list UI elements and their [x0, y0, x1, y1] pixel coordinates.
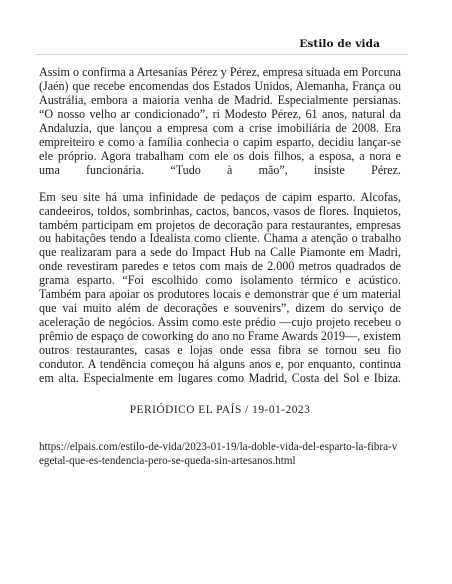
article-body [39, 66, 401, 468]
article-paragraph-1: Assim o confirma a Artesanías Pérez y Pérez, empresa situada em Porcuna (Jaén) que recebe encomendas dos Estados Unidos, Alemanha, França ou Austrália, embora a maioria venha de Madrid. Especialmente persianas. “O nosso velho ar condicionado”, ri Modesto Pérez, 61 anos, natural da Andaluzia, que lançou a empresa com a crise imobiliária de 2008. Era empreiteiro e como a família conhecia o capim esparto, decidiu lançar-se ele próprio. Agora trabalham com ele os dois filhos, a esposa, a nora e uma funcionária. “Tudo à mão”, insiste Pérez. [39, 65, 401, 177]
section-title: Estilo de vida [299, 38, 380, 50]
article-paragraph-2: Em seu site há uma infinidade de pedaços de capim esparto. Alcofas, candeeiros, toldos, sombrinhas, cactos, bancos, vasos de flores. Inquietos, também participam em projetos de decoração para restaurantes, empresas ou habitações tendo a Idealista como cliente. Chama a atenção o trabalho que realizaram para a sede do Impact Hub na Calle Piamonte em Madri, onde revestiram paredes e tetos com mais de 2.000 metros quadrados de grama esparto. “Foi escolhido como isolamento térmico e acústico. Também para apoiar os produtores locais e demonstrar que é um material que vai muito além de decorações e souvenirs”, dizem do serviço de aceleração de negócios. Assim como este prédio —cujo projeto recebeu o prêmio de espaço de coworking do ano no Frame Awards 2019—, existem outros restaurantes, casas e lojas onde essa fibra se tornou seu fio condutor. A tendência começou há alguns anos e, por enquanto, continua em alta. Especialmente em lugares como Madrid, Costa del Sol e Ibiza. [39, 189, 401, 386]
article-url: https://elpais.com/estilo-de-vida/2023-01-19/la-doble-vida-del-esparto-la-fibra-vegetal-que-es-tendencia-pero-se-queda-sin-artesanos.html [39, 440, 398, 468]
article-source: PERIÓDICO EL PAÍS / 19-01-2023 [129, 403, 311, 416]
page-header [36, 34, 408, 55]
